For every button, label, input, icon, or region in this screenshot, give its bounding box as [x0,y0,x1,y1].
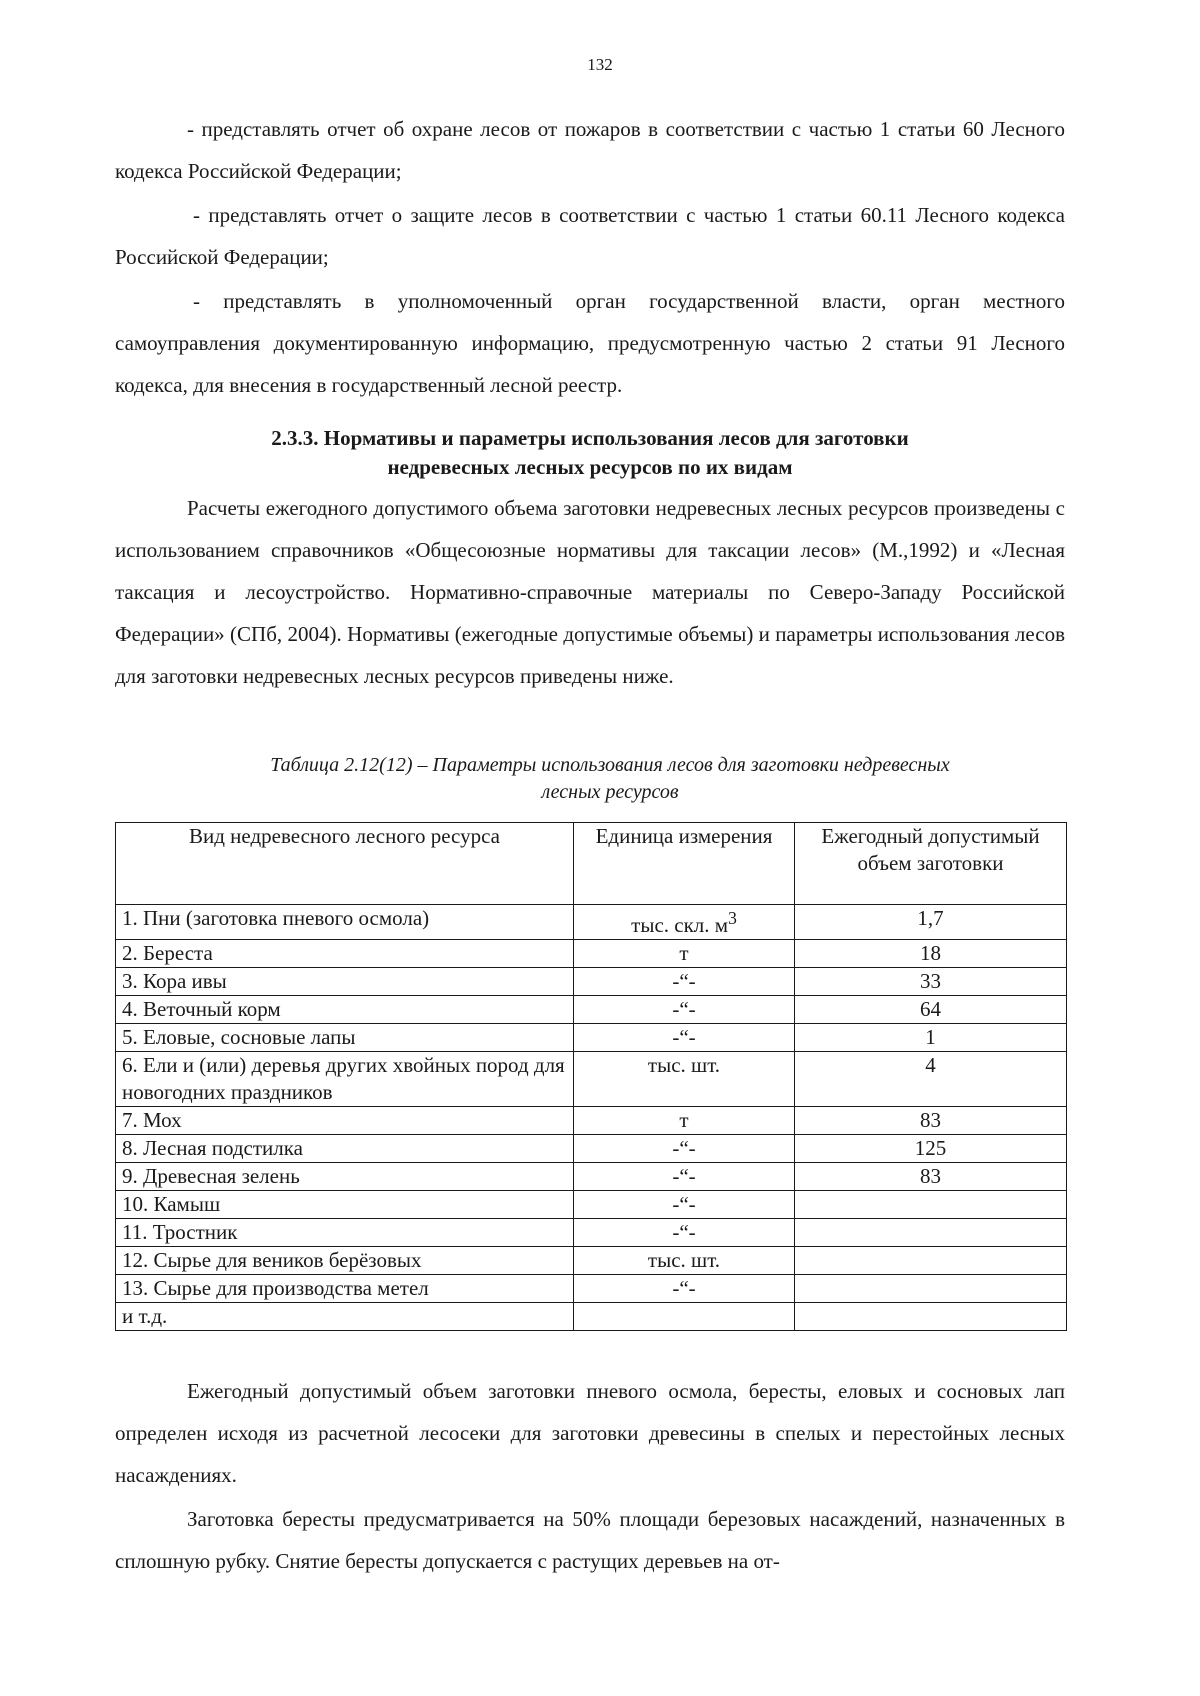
cell-resource: 6. Ели и (или) деревья других хвойных пород для новогодних праздников [116,1052,574,1107]
table-row [116,1303,1067,1331]
cell-volume: 64 [795,996,1067,1024]
cell-unit: тыс. шт. [574,1247,795,1275]
cell-resource: и т.д. [116,1303,574,1331]
table-row [116,996,1067,1024]
cell-unit: тыс. шт. [574,1052,795,1107]
header-unit: Единица измерения [574,823,795,905]
cell-unit-text: тыс. скл. м [631,913,729,937]
cell-unit-superscript: 3 [728,908,737,928]
table-row [116,1163,1067,1191]
paragraph-annual-volume: Ежегодный допустимый объем заготовки пневого осмола, бересты, еловых и сосновых лап определен исходя из расчетной лесосеки для заготовки древесины в спелых и перестойных лесных насаждениях. [115,1379,1065,1487]
cell-volume: 4 [795,1052,1067,1107]
resources-table [115,822,1067,1331]
cell-volume: 18 [795,940,1067,968]
cell-volume [795,1275,1067,1303]
table-row [116,1052,1067,1107]
cell-resource: 3. Кора ивы [116,968,574,996]
paragraph-calculations: Расчеты ежегодного допустимого объема заготовки недревесных лесных ресурсов произведены с использованием справочников «Общесоюзные нормативы для таксации лесов» (М.,1992) и «Лесная таксация и лесоустройство. Нормативно-справочные материалы по Северо-Западу Российской Федерации» (СПб, 2004). Нормативы (ежегодные допустимые объемы) и параметры использования лесов для заготовки недревесных лесных ресурсов приведены ниже. [115,496,1065,688]
cell-resource: 4. Веточный корм [116,996,574,1024]
cell-resource: 7. Мох [116,1107,574,1135]
cell-volume [795,1191,1067,1219]
cell-volume: 1,7 [795,905,1067,940]
cell-unit: т [574,940,795,968]
cell-resource: 1. Пни (заготовка пневого осмола) [116,905,574,940]
cell-resource: 9. Древесная зелень [116,1163,574,1191]
page-number: 132 [587,55,613,74]
table-row [116,940,1067,968]
section-heading [115,424,1065,482]
table-row [116,905,1067,940]
cell-resource: 2. Береста [116,940,574,968]
cell-unit [574,1303,795,1331]
cell-resource: 5. Еловые, сосновые лапы [116,1024,574,1052]
cell-resource: 8. Лесная подстилка [116,1135,574,1163]
cell-unit: -“- [574,1275,795,1303]
table-header-row [116,823,1067,905]
header-volume: Ежегодный допустимый объем заготовки [795,823,1067,905]
table-row [116,1135,1067,1163]
cell-volume: 125 [795,1135,1067,1163]
cell-unit [574,905,795,940]
cell-unit: -“- [574,1024,795,1052]
table-row [116,1247,1067,1275]
table-row [116,1024,1067,1052]
cell-resource: 13. Сырье для производства метел [116,1275,574,1303]
cell-unit: -“- [574,1163,795,1191]
cell-volume [795,1247,1067,1275]
cell-unit: -“- [574,1191,795,1219]
cell-resource: 12. Сырье для веников берёзовых [116,1247,574,1275]
table-caption [180,752,1040,806]
cell-resource: 10. Камыш [116,1191,574,1219]
cell-volume [795,1219,1067,1247]
table-row [116,1219,1067,1247]
table-row [116,1275,1067,1303]
cell-unit: -“- [574,1135,795,1163]
section-heading-line-1: 2.3.3. Нормативы и параметры использования лесов для заготовки [271,426,909,450]
cell-unit: -“- [574,1219,795,1247]
paragraph-registry-info: - представлять в уполномоченный орган государственной власти, орган местного самоуправления документированную информацию, предусмотренную частью 2 статьи 91 Лесного кодекса, для внесения в государственный лесной реестр. [115,289,1065,397]
cell-unit: -“- [574,996,795,1024]
cell-volume: 1 [795,1024,1067,1052]
header-resource: Вид недревесного лесного ресурса [116,823,574,905]
table-caption-line-2: лесных ресурсов [541,781,679,803]
section-heading-line-2: недревесных лесных ресурсов по их видам [387,455,793,479]
cell-volume: 33 [795,968,1067,996]
paragraph-protection-report: - представлять отчет о защите лесов в соответствии с частью 1 статьи 60.11 Лесного кодекса Российской Федерации; [115,203,1065,269]
cell-volume: 83 [795,1163,1067,1191]
table-caption-line-1: Таблица 2.12(12) – Параметры использования лесов для заготовки недревесных [270,754,950,776]
cell-unit: т [574,1107,795,1135]
table-row [116,968,1067,996]
table-row [116,1107,1067,1135]
paragraph-fire-report: - представлять отчет об охране лесов от пожаров в соответствии с частью 1 статьи 60 Лесного кодекса Российской Федерации; [115,117,1065,183]
cell-volume [795,1303,1067,1331]
cell-volume: 83 [795,1107,1067,1135]
paragraph-birch-bark: Заготовка бересты предусматривается на 50% площади березовых насаждений, назначенных в сплошную рубку. Снятие бересты допускается с растущих деревьев на от- [115,1507,1065,1573]
table-row [116,1191,1067,1219]
cell-unit: -“- [574,968,795,996]
cell-resource: 11. Тростник [116,1219,574,1247]
